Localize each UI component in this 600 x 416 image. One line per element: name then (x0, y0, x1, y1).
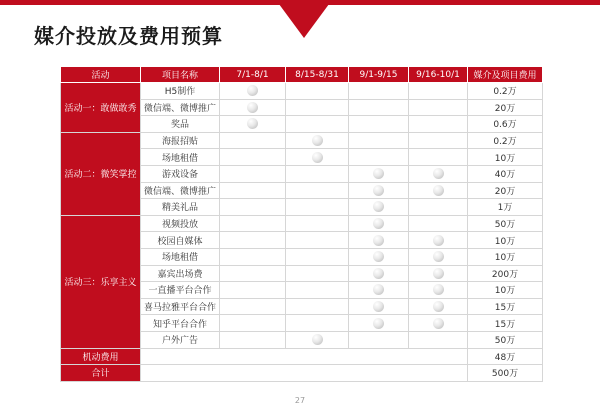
period-cell (409, 165, 468, 182)
cost-cell: 10万 (468, 149, 543, 166)
period-cell (286, 265, 349, 282)
period-cell (409, 199, 468, 216)
column-header-activity: 活动 (61, 67, 141, 83)
column-header-period-4: 9/16-10/1 (409, 67, 468, 83)
period-cell (220, 132, 286, 149)
column-header-period-1: 7/1-8/1 (220, 67, 286, 83)
period-cell (220, 265, 286, 282)
circle-marker-icon (433, 268, 444, 279)
footer-label-cell: 机动费用 (61, 348, 141, 365)
period-cell (409, 215, 468, 232)
period-cell (220, 199, 286, 216)
period-cell (286, 199, 349, 216)
cost-cell: 50万 (468, 215, 543, 232)
period-cell (220, 331, 286, 348)
period-cell (349, 315, 409, 332)
item-name-cell: 微信端、微博推广 (141, 99, 220, 116)
item-name-cell: 精美礼品 (141, 199, 220, 216)
item-name-cell: 知乎平台合作 (141, 315, 220, 332)
period-cell (286, 232, 349, 249)
cost-cell: 1万 (468, 199, 543, 216)
footer-cost-cell: 48万 (468, 348, 543, 365)
period-cell (286, 215, 349, 232)
period-cell (349, 99, 409, 116)
item-name-cell: 喜马拉雅平台合作 (141, 298, 220, 315)
column-header-cost: 媒介及项目费用 (468, 67, 543, 83)
circle-marker-icon (373, 284, 384, 295)
period-cell (220, 248, 286, 265)
period-cell (286, 182, 349, 199)
circle-marker-icon (433, 235, 444, 246)
activity-cell: 活动三：乐享主义 (61, 215, 141, 348)
period-cell (220, 165, 286, 182)
cost-cell: 10万 (468, 282, 543, 299)
cost-cell: 20万 (468, 182, 543, 199)
circle-marker-icon (247, 102, 258, 113)
period-cell (286, 248, 349, 265)
period-cell (220, 99, 286, 116)
item-name-cell: 游戏设备 (141, 165, 220, 182)
period-cell (349, 132, 409, 149)
period-cell (349, 149, 409, 166)
budget-table (60, 66, 543, 382)
period-cell (220, 215, 286, 232)
column-header-period-2: 8/15-8/31 (286, 67, 349, 83)
item-name-cell: 视频投放 (141, 215, 220, 232)
cost-cell: 15万 (468, 298, 543, 315)
period-cell (286, 132, 349, 149)
period-cell (409, 232, 468, 249)
period-cell (409, 149, 468, 166)
item-name-cell: 微信端、微博推广 (141, 182, 220, 199)
period-cell (349, 265, 409, 282)
period-cell (349, 165, 409, 182)
period-cell (286, 83, 349, 100)
cost-cell: 50万 (468, 331, 543, 348)
footer-row (61, 365, 543, 382)
period-cell (286, 331, 349, 348)
circle-marker-icon (373, 268, 384, 279)
circle-marker-icon (373, 301, 384, 312)
top-wedge-decoration (276, 0, 332, 38)
cost-cell: 10万 (468, 232, 543, 249)
period-cell (409, 132, 468, 149)
footer-row (61, 348, 543, 365)
period-cell (220, 83, 286, 100)
period-cell (409, 298, 468, 315)
period-cell (409, 265, 468, 282)
period-cell (286, 298, 349, 315)
budget-table-body (61, 83, 543, 382)
footer-label-cell: 合计 (61, 365, 141, 382)
table-row (61, 215, 543, 232)
period-cell (220, 315, 286, 332)
circle-marker-icon (373, 251, 384, 262)
table-header-row (61, 67, 543, 83)
period-cell (409, 248, 468, 265)
period-cell (349, 298, 409, 315)
period-cell (286, 165, 349, 182)
period-cell (220, 182, 286, 199)
cost-cell: 0.6万 (468, 116, 543, 133)
period-cell (286, 116, 349, 133)
period-cell (220, 298, 286, 315)
period-cell (349, 248, 409, 265)
page-number: 27 (294, 396, 306, 405)
period-cell (349, 331, 409, 348)
period-cell (220, 232, 286, 249)
period-cell (349, 232, 409, 249)
circle-marker-icon (247, 118, 258, 129)
circle-marker-icon (373, 318, 384, 329)
cost-cell: 40万 (468, 165, 543, 182)
item-name-cell: 奖品 (141, 116, 220, 133)
period-cell (409, 99, 468, 116)
period-cell (409, 116, 468, 133)
cost-cell: 20万 (468, 99, 543, 116)
circle-marker-icon (312, 135, 323, 146)
period-cell (220, 282, 286, 299)
item-name-cell: 一直播平台合作 (141, 282, 220, 299)
activity-cell: 活动二：微笑掌控 (61, 132, 141, 215)
cost-cell: 200万 (468, 265, 543, 282)
circle-marker-icon (247, 85, 258, 96)
period-cell (409, 331, 468, 348)
period-cell (409, 182, 468, 199)
period-cell (286, 149, 349, 166)
item-name-cell: 嘉宾出场费 (141, 265, 220, 282)
item-name-cell: 海报招贴 (141, 132, 220, 149)
column-header-period-3: 9/1-9/15 (349, 67, 409, 83)
circle-marker-icon (373, 168, 384, 179)
period-cell (349, 215, 409, 232)
cost-cell: 10万 (468, 248, 543, 265)
period-cell (220, 149, 286, 166)
item-name-cell: 场地租借 (141, 149, 220, 166)
footer-cost-cell: 500万 (468, 365, 543, 382)
circle-marker-icon (433, 318, 444, 329)
period-cell (220, 116, 286, 133)
circle-marker-icon (433, 301, 444, 312)
period-cell (286, 282, 349, 299)
circle-marker-icon (433, 168, 444, 179)
circle-marker-icon (373, 235, 384, 246)
period-cell (349, 182, 409, 199)
period-cell (286, 315, 349, 332)
period-cell (409, 83, 468, 100)
circle-marker-icon (433, 185, 444, 196)
circle-marker-icon (312, 334, 323, 345)
period-cell (349, 116, 409, 133)
period-cell (409, 315, 468, 332)
page-title: 媒介投放及费用预算 (34, 24, 223, 48)
cost-cell: 15万 (468, 315, 543, 332)
circle-marker-icon (433, 251, 444, 262)
circle-marker-icon (373, 185, 384, 196)
footer-empty-cell (141, 348, 468, 365)
item-name-cell: H5制作 (141, 83, 220, 100)
period-cell (349, 199, 409, 216)
period-cell (409, 282, 468, 299)
column-header-item: 项目名称 (141, 67, 220, 83)
table-row (61, 83, 543, 100)
footer-empty-cell (141, 365, 468, 382)
circle-marker-icon (312, 152, 323, 163)
period-cell (286, 99, 349, 116)
period-cell (349, 83, 409, 100)
item-name-cell: 场地租借 (141, 248, 220, 265)
cost-cell: 0.2万 (468, 132, 543, 149)
circle-marker-icon (373, 201, 384, 212)
cost-cell: 0.2万 (468, 83, 543, 100)
circle-marker-icon (433, 284, 444, 295)
period-cell (349, 282, 409, 299)
item-name-cell: 户外广告 (141, 331, 220, 348)
activity-cell: 活动一：敢做敢秀 (61, 83, 141, 133)
table-row (61, 132, 543, 149)
item-name-cell: 校园自媒体 (141, 232, 220, 249)
circle-marker-icon (373, 218, 384, 229)
